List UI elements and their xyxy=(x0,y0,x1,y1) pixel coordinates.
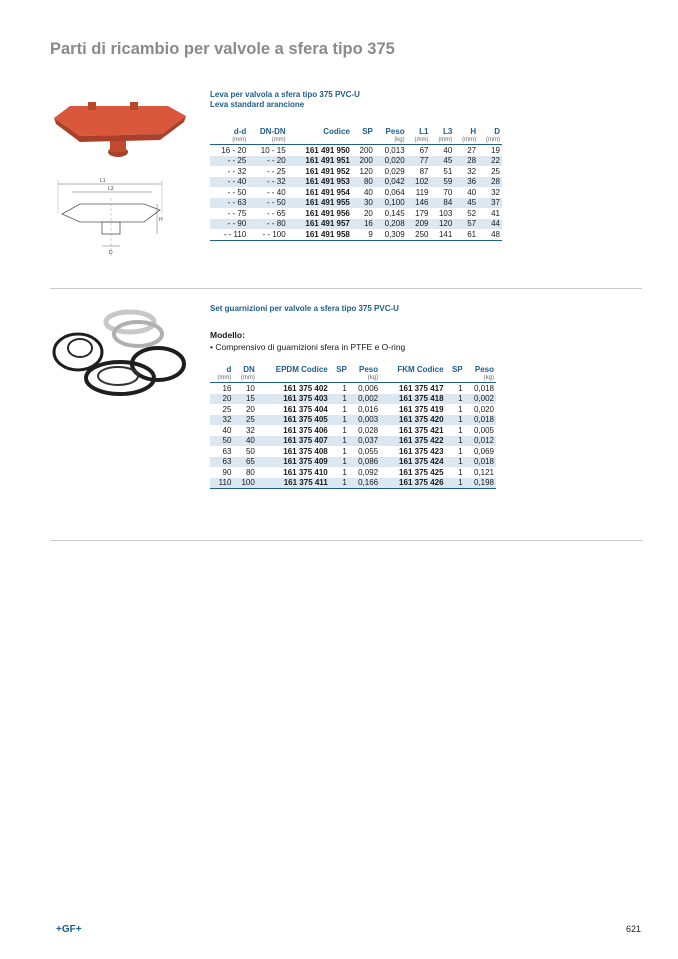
table-row xyxy=(210,404,496,415)
table-cell: 1 xyxy=(342,383,347,393)
table-cell: 70 xyxy=(443,187,453,197)
table-cell: 161 375 421 xyxy=(399,425,444,435)
gasket-photo xyxy=(50,308,190,398)
column-header: L1 xyxy=(419,126,429,136)
table-cell: 52 xyxy=(467,208,477,218)
table-cell: 84 xyxy=(430,198,454,209)
table-cell: 0,018 xyxy=(473,383,494,393)
table-cell: 0,064 xyxy=(384,187,405,197)
column-header: Peso xyxy=(359,364,379,374)
table-cell: 120 xyxy=(430,219,454,230)
gasket-table xyxy=(210,364,496,489)
table-cell: - - 40 xyxy=(267,187,286,197)
table-cell: 161 491 957 xyxy=(288,219,352,230)
table-cell: - - 80 xyxy=(248,219,287,230)
table-cell: 200 xyxy=(352,156,375,167)
table-cell: 161 491 955 xyxy=(288,198,352,209)
column-unit: (mm) xyxy=(233,374,256,383)
lever-technical-drawing xyxy=(52,174,172,260)
table-cell: 1 xyxy=(446,457,465,468)
table-cell: 30 xyxy=(352,198,375,209)
table-cell: 90 xyxy=(222,467,232,477)
gasket-section xyxy=(210,304,496,489)
table-cell: 161 375 425 xyxy=(399,467,444,477)
table-cell: 0,208 xyxy=(375,219,407,230)
table-cell: 0,013 xyxy=(384,145,405,155)
table-cell: 0,121 xyxy=(473,467,494,477)
table-cell: 161 375 422 xyxy=(380,436,445,447)
table-cell: 161 375 407 xyxy=(257,436,330,447)
table-row xyxy=(210,383,496,394)
table-cell: - - 75 xyxy=(227,208,247,218)
column-header: L3 xyxy=(442,126,453,136)
table-cell: 103 xyxy=(438,208,453,218)
table-cell: 0,042 xyxy=(375,177,407,188)
table-row xyxy=(210,187,502,198)
dim-label-l1: L1 xyxy=(100,178,106,184)
table-cell: 44 xyxy=(478,219,502,230)
table-cell: 0,028 xyxy=(358,425,379,435)
table-cell: 209 xyxy=(407,219,431,230)
table-cell: 0,005 xyxy=(473,425,494,435)
table-cell: 161 375 409 xyxy=(257,457,330,468)
table-cell: 9 xyxy=(352,229,375,240)
table-cell: 0,012 xyxy=(465,436,496,447)
table-cell: - - 100 xyxy=(248,229,287,240)
table-cell: 40 xyxy=(467,187,477,197)
table-cell: 1 xyxy=(330,478,349,489)
table-cell: 1 xyxy=(458,404,463,414)
page-number: 621 xyxy=(626,924,642,934)
dim-label-l3: L3 xyxy=(108,186,114,192)
table-cell: 1 xyxy=(446,478,465,489)
table-cell: - - 32 xyxy=(248,177,287,188)
table-cell: 161 491 952 xyxy=(305,166,350,176)
bullet-icon: • xyxy=(210,342,213,352)
table-cell: 0,166 xyxy=(349,478,380,489)
table-cell: 40 xyxy=(363,187,373,197)
table-cell: 161 491 954 xyxy=(305,187,350,197)
table-cell: 1 xyxy=(330,415,349,426)
table-cell: 28 xyxy=(478,177,502,188)
table-cell: 0,055 xyxy=(358,446,379,456)
table-cell: 16 xyxy=(352,219,375,230)
column-unit: (mm) xyxy=(407,136,431,145)
lever-title: Leva per valvola a sfera tipo 375 PVC-U xyxy=(210,90,360,99)
table-cell: 161 375 403 xyxy=(257,394,330,405)
table-cell: 50 xyxy=(210,436,233,447)
table-row xyxy=(210,198,502,209)
table-cell: 161 375 411 xyxy=(257,478,330,489)
gf-logo: +GF+ xyxy=(56,924,82,935)
table-cell: - - 50 xyxy=(248,198,287,209)
column-unit: (mm) xyxy=(454,136,478,145)
column-unit: (kg) xyxy=(349,374,380,383)
table-cell: - - 90 xyxy=(210,219,248,230)
table-cell: 161 491 958 xyxy=(288,229,352,240)
table-cell: 22 xyxy=(478,156,502,167)
table-cell: 1 xyxy=(458,467,463,477)
table-row xyxy=(210,436,496,447)
table-cell: 161 375 419 xyxy=(399,404,444,414)
table-cell: 32 xyxy=(210,415,233,426)
table-cell: 0,002 xyxy=(465,394,496,405)
table-cell: 141 xyxy=(430,229,454,240)
page-title: Parti di ricambio per valvole a sfera tipo 375 xyxy=(50,40,395,58)
table-cell: 161 375 420 xyxy=(380,415,445,426)
table-cell: - - 25 xyxy=(210,156,248,167)
gasket-title: Set guarnizioni per valvole a sfera tipo 375 PVC-U xyxy=(210,304,399,313)
table-cell: 161 375 424 xyxy=(380,457,445,468)
table-cell: 1 xyxy=(446,436,465,447)
table-cell: 1 xyxy=(342,425,347,435)
table-cell: 161 491 953 xyxy=(288,177,352,188)
table-row xyxy=(210,166,502,177)
column-header: Peso xyxy=(474,364,494,374)
table-cell: - - 110 xyxy=(210,229,248,240)
table-cell: 1 xyxy=(446,394,465,405)
table-cell: 0,198 xyxy=(465,478,496,489)
column-header: FKM Codice xyxy=(397,364,444,374)
table-cell: 250 xyxy=(407,229,431,240)
table-cell: 57 xyxy=(454,219,478,230)
column-unit xyxy=(380,374,445,383)
lever-table xyxy=(210,126,502,241)
table-cell: 25 xyxy=(491,166,500,176)
column-unit: (mm) xyxy=(430,136,454,145)
table-row xyxy=(210,467,496,478)
table-cell: 32 xyxy=(467,166,477,176)
table-cell: 15 xyxy=(233,394,256,405)
table-cell: 0,020 xyxy=(375,156,407,167)
table-cell: 16 xyxy=(222,383,232,393)
table-cell: 25 xyxy=(233,415,256,426)
table-cell: 0,086 xyxy=(349,457,380,468)
column-unit xyxy=(330,374,349,383)
table-cell: 1 xyxy=(342,467,347,477)
table-cell: 1 xyxy=(342,404,347,414)
table-cell: 40 xyxy=(222,425,232,435)
section-divider xyxy=(50,540,642,541)
table-cell: 10 xyxy=(245,383,255,393)
column-header: d xyxy=(226,364,232,374)
column-unit: (mm) xyxy=(248,136,287,145)
table-cell: 161 375 417 xyxy=(399,383,444,393)
column-header: DN xyxy=(243,364,255,374)
table-cell: 161 375 418 xyxy=(380,394,445,405)
table-cell: 0,037 xyxy=(349,436,380,447)
table-cell: 161 375 408 xyxy=(283,446,328,456)
table-cell: 0,002 xyxy=(349,394,380,405)
table-cell: 161 375 426 xyxy=(380,478,445,489)
table-cell: 120 xyxy=(359,166,373,176)
table-cell: 161 375 410 xyxy=(283,467,328,477)
table-row xyxy=(210,145,502,156)
table-row xyxy=(210,177,502,188)
table-cell: 40 xyxy=(233,436,256,447)
table-cell: 28 xyxy=(454,156,478,167)
table-cell: 161 491 956 xyxy=(305,208,350,218)
lever-photo xyxy=(50,100,190,160)
table-cell: 41 xyxy=(491,208,500,218)
column-header: DN-DN xyxy=(259,126,286,136)
model-bullet-text: Comprensivo di guarnizioni sfera in PTFE e O-ring xyxy=(215,342,406,352)
table-cell: 1 xyxy=(458,383,463,393)
table-cell: 1 xyxy=(330,394,349,405)
column-header: SP xyxy=(336,364,347,374)
table-cell: 1 xyxy=(330,457,349,468)
table-cell: 36 xyxy=(454,177,478,188)
table-row xyxy=(210,156,502,167)
table-cell: 10 - 15 xyxy=(260,145,286,155)
table-cell: 20 xyxy=(245,404,255,414)
table-cell: 1 xyxy=(446,415,465,426)
column-unit: (mm) xyxy=(478,136,502,145)
table-cell: 87 xyxy=(419,166,429,176)
column-header: D xyxy=(494,126,500,136)
table-row xyxy=(210,478,496,489)
table-cell: - - 65 xyxy=(267,208,286,218)
table-cell: 102 xyxy=(407,177,431,188)
table-cell: 161 375 405 xyxy=(257,415,330,426)
table-cell: - - 32 xyxy=(227,166,247,176)
table-cell: 0,309 xyxy=(375,229,407,240)
table-row xyxy=(210,394,496,405)
table-cell: 0,092 xyxy=(358,467,379,477)
table-cell: 0,018 xyxy=(465,415,496,426)
table-cell: 16 - 20 xyxy=(221,145,247,155)
column-header: d-d xyxy=(233,126,247,136)
table-cell: 0,145 xyxy=(384,208,405,218)
table-row xyxy=(210,229,502,240)
table-cell: 37 xyxy=(478,198,502,209)
table-cell: 51 xyxy=(443,166,453,176)
table-cell: 63 xyxy=(222,446,232,456)
table-cell: 1 xyxy=(458,446,463,456)
table-cell: - - 50 xyxy=(227,187,247,197)
table-cell: 19 xyxy=(491,145,500,155)
table-cell: 27 xyxy=(467,145,477,155)
table-cell: 45 xyxy=(454,198,478,209)
table-cell: 0,100 xyxy=(375,198,407,209)
table-cell: 61 xyxy=(454,229,478,240)
table-cell: 63 xyxy=(210,457,233,468)
table-cell: 146 xyxy=(407,198,431,209)
table-cell: 80 xyxy=(352,177,375,188)
table-cell: - - 63 xyxy=(210,198,248,209)
dim-label-d: D xyxy=(109,250,113,256)
column-unit xyxy=(288,136,352,145)
table-cell: 77 xyxy=(407,156,431,167)
table-cell: 0,029 xyxy=(384,166,405,176)
table-cell: 0,006 xyxy=(358,383,379,393)
table-cell: 80 xyxy=(245,467,255,477)
table-cell: 119 xyxy=(415,187,429,197)
table-row xyxy=(210,425,496,436)
table-cell: 100 xyxy=(233,478,256,489)
table-cell: 0,069 xyxy=(473,446,494,456)
model-label: Modello: xyxy=(210,330,245,340)
column-unit: (mm) xyxy=(210,374,233,383)
table-cell: 20 xyxy=(210,394,233,405)
table-cell: 25 xyxy=(222,404,232,414)
table-cell: 200 xyxy=(359,145,373,155)
model-bullet xyxy=(210,342,496,352)
lever-section xyxy=(210,90,502,241)
table-cell: 20 xyxy=(363,208,373,218)
dim-label-h: H xyxy=(159,217,163,223)
table-cell: 50 xyxy=(245,446,255,456)
table-cell: 48 xyxy=(478,229,502,240)
table-cell: 0,003 xyxy=(349,415,380,426)
table-cell: - - 25 xyxy=(267,166,286,176)
lever-subtitle: Leva standard arancione xyxy=(210,100,305,109)
column-header: Codice xyxy=(323,126,350,136)
table-cell: 110 xyxy=(210,478,233,489)
column-unit xyxy=(352,136,375,145)
table-row xyxy=(210,446,496,457)
table-cell: 45 xyxy=(430,156,454,167)
table-cell: 161 375 423 xyxy=(399,446,444,456)
table-row xyxy=(210,219,502,230)
table-cell: 65 xyxy=(233,457,256,468)
section-divider xyxy=(50,288,642,289)
table-cell: 32 xyxy=(491,187,500,197)
table-cell: 0,016 xyxy=(358,404,379,414)
column-unit: (mm) xyxy=(210,136,248,145)
table-cell: 161 375 404 xyxy=(283,404,328,414)
table-cell: 32 xyxy=(245,425,255,435)
column-unit xyxy=(446,374,465,383)
table-cell: 1 xyxy=(342,446,347,456)
table-cell: 67 xyxy=(419,145,429,155)
column-header: SP xyxy=(362,126,373,136)
table-cell: - - 20 xyxy=(248,156,287,167)
table-cell: 1 xyxy=(330,436,349,447)
table-cell: 0,020 xyxy=(473,404,494,414)
table-cell: 161 491 950 xyxy=(305,145,350,155)
table-cell: 40 xyxy=(443,145,453,155)
table-cell: - - 40 xyxy=(210,177,248,188)
column-header: H xyxy=(470,126,477,136)
table-cell: 179 xyxy=(415,208,429,218)
table-row xyxy=(210,457,496,468)
table-cell: 161 491 951 xyxy=(288,156,352,167)
column-header: Peso xyxy=(385,126,405,136)
table-cell: 59 xyxy=(430,177,454,188)
table-cell: 1 xyxy=(458,425,463,435)
table-row xyxy=(210,415,496,426)
table-cell: 0,018 xyxy=(465,457,496,468)
column-unit: (kg) xyxy=(375,136,407,145)
column-unit xyxy=(257,374,330,383)
table-cell: 161 375 406 xyxy=(283,425,328,435)
column-unit: (kg) xyxy=(465,374,496,383)
column-header: SP xyxy=(451,364,463,374)
table-row xyxy=(210,208,502,219)
column-header: EPDM Codice xyxy=(275,364,328,374)
table-cell: 161 375 402 xyxy=(283,383,328,393)
